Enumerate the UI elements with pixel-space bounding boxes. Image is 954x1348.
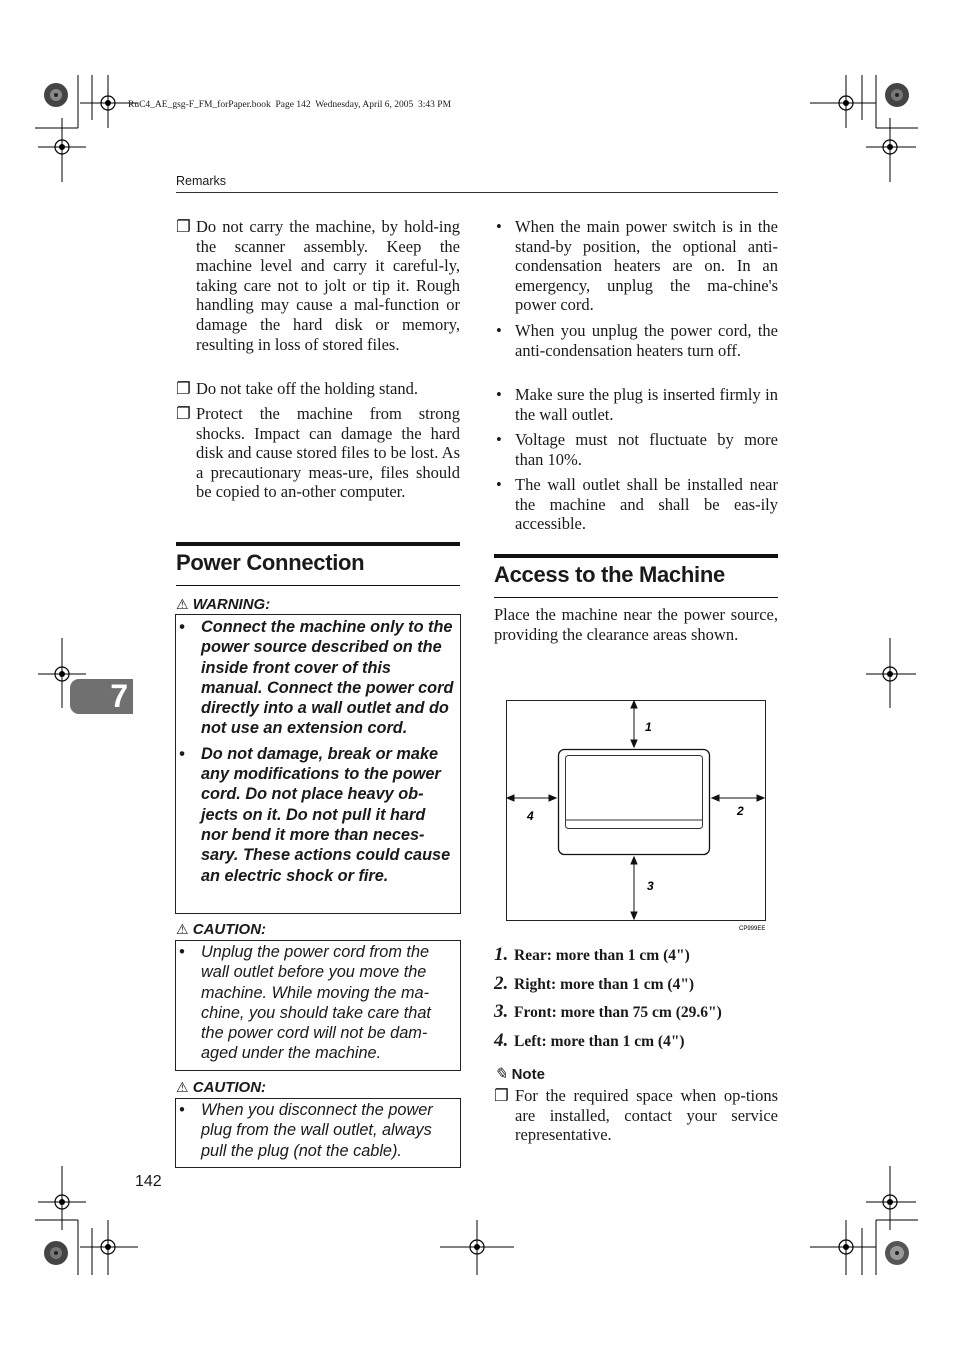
note-text: For the required space when op-tions are installed, contact your service representative. xyxy=(515,1086,778,1145)
bullet-item xyxy=(494,385,778,424)
clearance-number: 3. xyxy=(494,1001,509,1022)
clearance-text: Front: more than 75 cm (29.6") xyxy=(514,1004,722,1021)
clearance-item xyxy=(494,973,694,995)
access-heading: Access to the Machine xyxy=(494,562,725,587)
warning-label xyxy=(176,596,270,613)
section-header: Remarks xyxy=(176,174,227,188)
chapter-tab xyxy=(70,679,133,714)
caution-item xyxy=(176,1100,452,1161)
clearance-number: 2. xyxy=(494,973,509,994)
remark-item xyxy=(176,379,460,399)
bullet-item xyxy=(494,475,778,534)
bullet-icon: • xyxy=(179,943,185,961)
header-rule xyxy=(176,192,778,193)
caution-item-text: When you disconnect the power plug from the wall outlet, always pull the plug (not the cable). xyxy=(201,1101,433,1160)
clearance-text: Rear: more than 1 cm (4") xyxy=(514,947,690,964)
caution-box xyxy=(175,940,461,1071)
pencil-note-icon: ✎ xyxy=(494,1066,508,1083)
file-header: RuC4_AE_gsg-F_FM_forPaper.book Page 142 Wednesday, April 6, 2005 3:43 PM xyxy=(128,100,452,110)
diagram-label-1: 1 xyxy=(645,720,652,734)
remark-item xyxy=(176,217,460,354)
clearance-diagram xyxy=(506,700,770,935)
warning-triangle-icon: ⚠ xyxy=(176,1079,189,1095)
warning-box xyxy=(175,614,461,914)
page-number: 142 xyxy=(135,1173,162,1190)
access-heading-rule-bottom xyxy=(494,597,778,598)
bullet-text: Make sure the plug is inserted firmly in the wall outlet. xyxy=(515,385,778,424)
caution-label-text: CAUTION: xyxy=(192,921,267,938)
warning-item xyxy=(176,744,454,886)
clearance-number: 1. xyxy=(494,944,509,965)
access-heading-rule-top xyxy=(494,554,778,558)
warning-item-text: Connect the machine only to the power source described on the inside front cover of this manual. Connect the power cord directly into a wall outlet and do not use an extension cord. xyxy=(201,618,454,738)
access-text: Place the machine near the power source, providing the clearance areas shown. xyxy=(494,605,778,644)
bullet-text: The wall outlet shall be installed near the machine and shall be eas-ily accessible. xyxy=(515,475,778,534)
clearance-number: 4. xyxy=(494,1030,509,1051)
bullet-icon: • xyxy=(496,321,502,340)
bullet-icon: • xyxy=(496,475,502,494)
bullet-icon: • xyxy=(496,217,502,236)
warning-item xyxy=(176,617,454,739)
bullet-icon: • xyxy=(496,385,502,404)
caution-label xyxy=(176,921,266,938)
bullet-icon: • xyxy=(179,1101,185,1119)
caution-label-text: CAUTION: xyxy=(192,1079,267,1096)
clearance-text: Left: more than 1 cm (4") xyxy=(514,1033,685,1050)
machine-outline xyxy=(559,750,710,855)
bullet-item xyxy=(494,217,778,315)
caution-item xyxy=(176,942,448,1064)
bullet-text: When you unplug the power cord, the anti-condensation heaters turn off. xyxy=(515,321,778,360)
checkbox-icon: ❐ xyxy=(176,379,191,398)
clearance-item xyxy=(494,944,690,966)
bullet-icon: • xyxy=(179,618,185,636)
note-label xyxy=(494,1064,545,1084)
warning-item-text: Do not damage, break or make any modifications to the power cord. Do not place heavy ob-jects on it. Do not pull it hard nor bend it more than neces-sary. These actions could cause an electric shock or fire. xyxy=(201,744,451,885)
caution-item-text: Unplug the power cord from the wall outlet before you move the machine. While moving the ma-chine, you should take care that the power cord will not be dam-aged under the machine. xyxy=(201,943,431,1063)
remark-text: Protect the machine from strong shocks. Impact can damage the hard disk and cause stored files to be lost. As a precautionary meas-ure, files should be copied to an-other computer. xyxy=(196,404,460,502)
clearance-item xyxy=(494,1030,685,1052)
bullet-icon: • xyxy=(496,430,502,449)
power-connection-heading: Power Connection xyxy=(176,550,365,575)
chapter-number: 7 xyxy=(110,678,128,714)
bullet-item xyxy=(494,321,778,360)
caution-label xyxy=(176,1079,266,1096)
diagram-code: CP999EE xyxy=(739,926,766,932)
checkbox-icon: ❐ xyxy=(176,217,191,236)
warning-triangle-icon: ⚠ xyxy=(176,596,189,612)
diagram-label-4: 4 xyxy=(527,809,534,823)
bullet-item xyxy=(494,430,778,469)
warning-triangle-icon: ⚠ xyxy=(176,921,189,937)
clearance-item xyxy=(494,1001,722,1023)
note-label-text: Note xyxy=(511,1066,545,1083)
bullet-icon: • xyxy=(179,744,185,763)
diagram-label-3: 3 xyxy=(647,879,654,893)
checkbox-icon: ❐ xyxy=(176,404,191,423)
checkbox-icon: ❐ xyxy=(494,1086,509,1105)
caution-box xyxy=(175,1098,461,1168)
bullet-text: When the main power switch is in the stand-by position, the optional anti-condensation heaters are on. In an emergency, unplug the ma-chine's power cord. xyxy=(515,217,778,315)
clearance-text: Right: more than 1 cm (4") xyxy=(514,976,695,993)
warning-label-text: WARNING: xyxy=(192,596,271,613)
note-item xyxy=(494,1086,778,1145)
bullet-text: Voltage must not fluctuate by more than 10%. xyxy=(515,430,778,469)
remark-text: Do not carry the machine, by hold-ing the scanner assembly. Keep the machine level and carry it careful-ly, taking care not to jolt or tip it. Rough handling may cause a mal-function or damage the hard disk or memory, resulting in loss of stored files. xyxy=(196,217,460,354)
power-heading-rule-top xyxy=(176,542,460,546)
remark-text: Do not take off the holding stand. xyxy=(196,379,418,398)
remark-item xyxy=(176,404,460,502)
power-heading-rule-bottom xyxy=(176,585,460,586)
diagram-label-2: 2 xyxy=(737,804,744,818)
